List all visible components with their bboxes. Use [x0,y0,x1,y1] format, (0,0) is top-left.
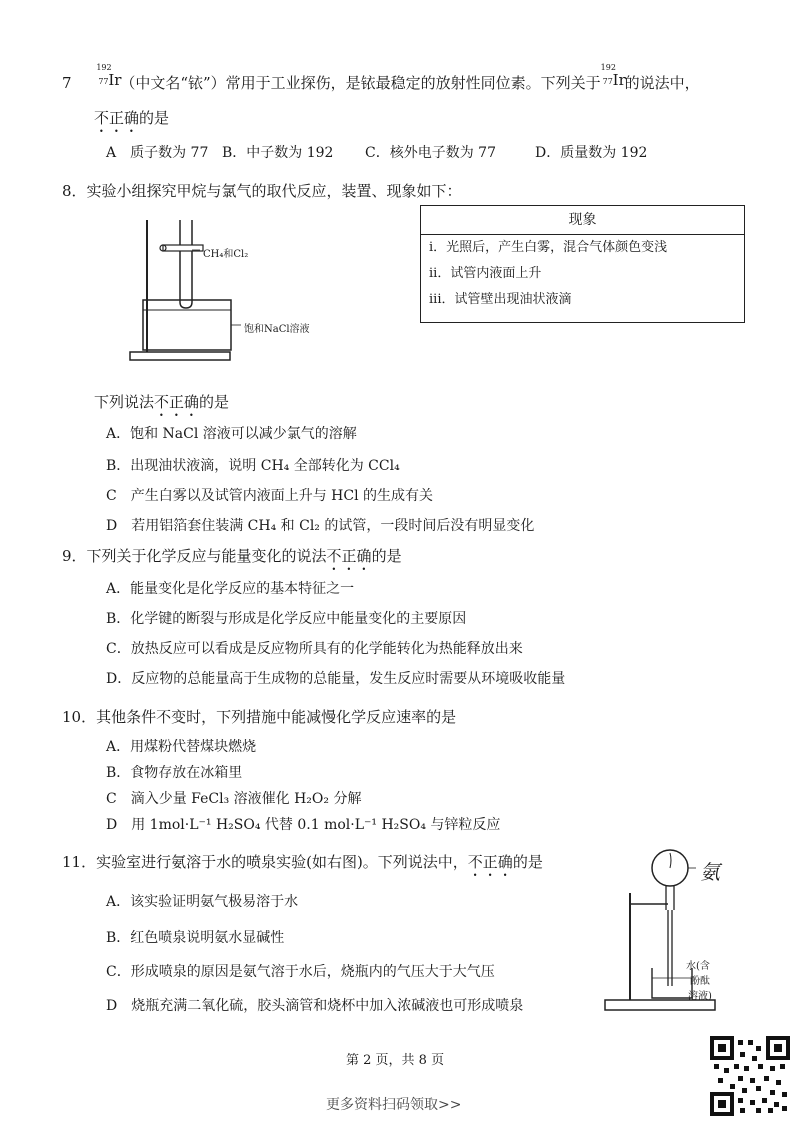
q7-option-b: B．中子数为 192 [222,145,334,161]
table-header: 现象 [421,206,744,235]
more-materials-link[interactable]: 更多资料扫码领取>> [326,1097,462,1113]
page-number: 第 2 页，共 8 页 [346,1053,445,1068]
q11-option-d: D 烧瓶充满二氧化硫，胶头滴管和烧杯中加入浓碱液也可形成喷泉 [106,998,524,1014]
label-nacl-solution: 饱和NaCl溶液 [244,324,310,335]
question-8-ask: 下列说法不正确的是 [94,393,230,411]
isotope-symbol: 192 77 Ir [96,63,122,89]
q10-option-c: C 滴入少量 FeCl₃ 溶液催化 H₂O₂ 分解 [106,791,362,807]
q9-option-d: D．反应物的总能量高于生成物的总能量，发生反应时需要从环境吸收能量 [106,671,566,687]
question-11-stem: 11．实验室进行氨溶于水的喷泉实验(如右图)。下列说法中，不正确的是 [62,853,543,871]
methane-chlorine-apparatus [125,212,325,367]
question-7-stem-line2: 不正确的是 [94,109,170,127]
q9-option-a: A．能量变化是化学反应的基本特征之一 [106,581,355,597]
question-9-stem: 9．下列关于化学反应与能量变化的说法不正确的是 [62,547,402,565]
q11-option-c: C．形成喷泉的原因是氨气溶于水后，烧瓶内的气压大于大气压 [106,964,495,980]
label-water-phenolphthalein: 溶液) [688,991,712,1002]
q7-option-a: A 质子数为 77 [106,145,209,161]
table-row: i．光照后，产生白雾，混合气体颜色变浅 [429,240,668,255]
table-row: iii．试管壁出现油状液滴 [429,292,572,307]
q7-option-d: D．质量数为 192 [535,145,648,161]
table-row: ii．试管内液面上升 [429,266,542,281]
phenomena-table [420,205,745,323]
q8-option-b: B．出现油状液滴，说明 CH₄ 全部转化为 CCl₄ [106,458,400,474]
label-water-phenolphthalein: 水(含 [686,961,710,972]
isotope-symbol: 192 77 Ir [600,63,626,89]
q7-option-c: C．核外电子数为 77 [365,145,496,161]
q10-option-d: D 用 1mol·L⁻¹ H₂SO₄ 代替 0.1 mol·L⁻¹ H₂SO₄ 与锌粒反应 [106,817,501,833]
q10-option-a: A．用煤粉代替煤块燃烧 [106,739,257,755]
q11-option-b: B．红色喷泉说明氨水显碱性 [106,930,285,946]
label-ammonia: 氨 [700,860,720,884]
qr-code-icon[interactable] [710,1036,790,1116]
label-water-phenolphthalein: 酚酞 [690,976,710,987]
q8-option-a: A．饱和 NaCl 溶液可以减少氯气的溶解 [106,426,357,442]
label-ch4-cl2: CH₄和Cl₂ [203,249,249,260]
q8-option-c: C 产生白雾以及试管内液面上升与 HCl 的生成有关 [106,488,434,504]
q9-option-b: B．化学键的断裂与形成是化学反应中能量变化的主要原因 [106,611,467,627]
question-number: 7 [62,74,72,92]
q10-option-b: B．食物存放在冰箱里 [106,765,243,781]
question-10-stem: 10．其他条件不变时，下列措施中能减慢化学反应速率的是 [62,708,457,726]
q8-option-d: D 若用铝箔套住装满 CH₄ 和 Cl₂ 的试管，一段时间后没有明显变化 [106,518,535,534]
q9-option-c: C．放热反应可以看成是反应物所具有的化学能转化为热能释放出来 [106,641,523,657]
question-8-stem: 8．实验小组探究甲烷与氯气的取代反应，装置、现象如下： [62,182,462,200]
q11-option-a: A．该实验证明氨气极易溶于水 [106,894,299,910]
question-7-stem: 7 192 77 Ir （中文名“铱”）常用于工业探伤，是铱最稳定的放射性同位素。下列关于 192 77 Ir 的说法中， [62,63,700,92]
